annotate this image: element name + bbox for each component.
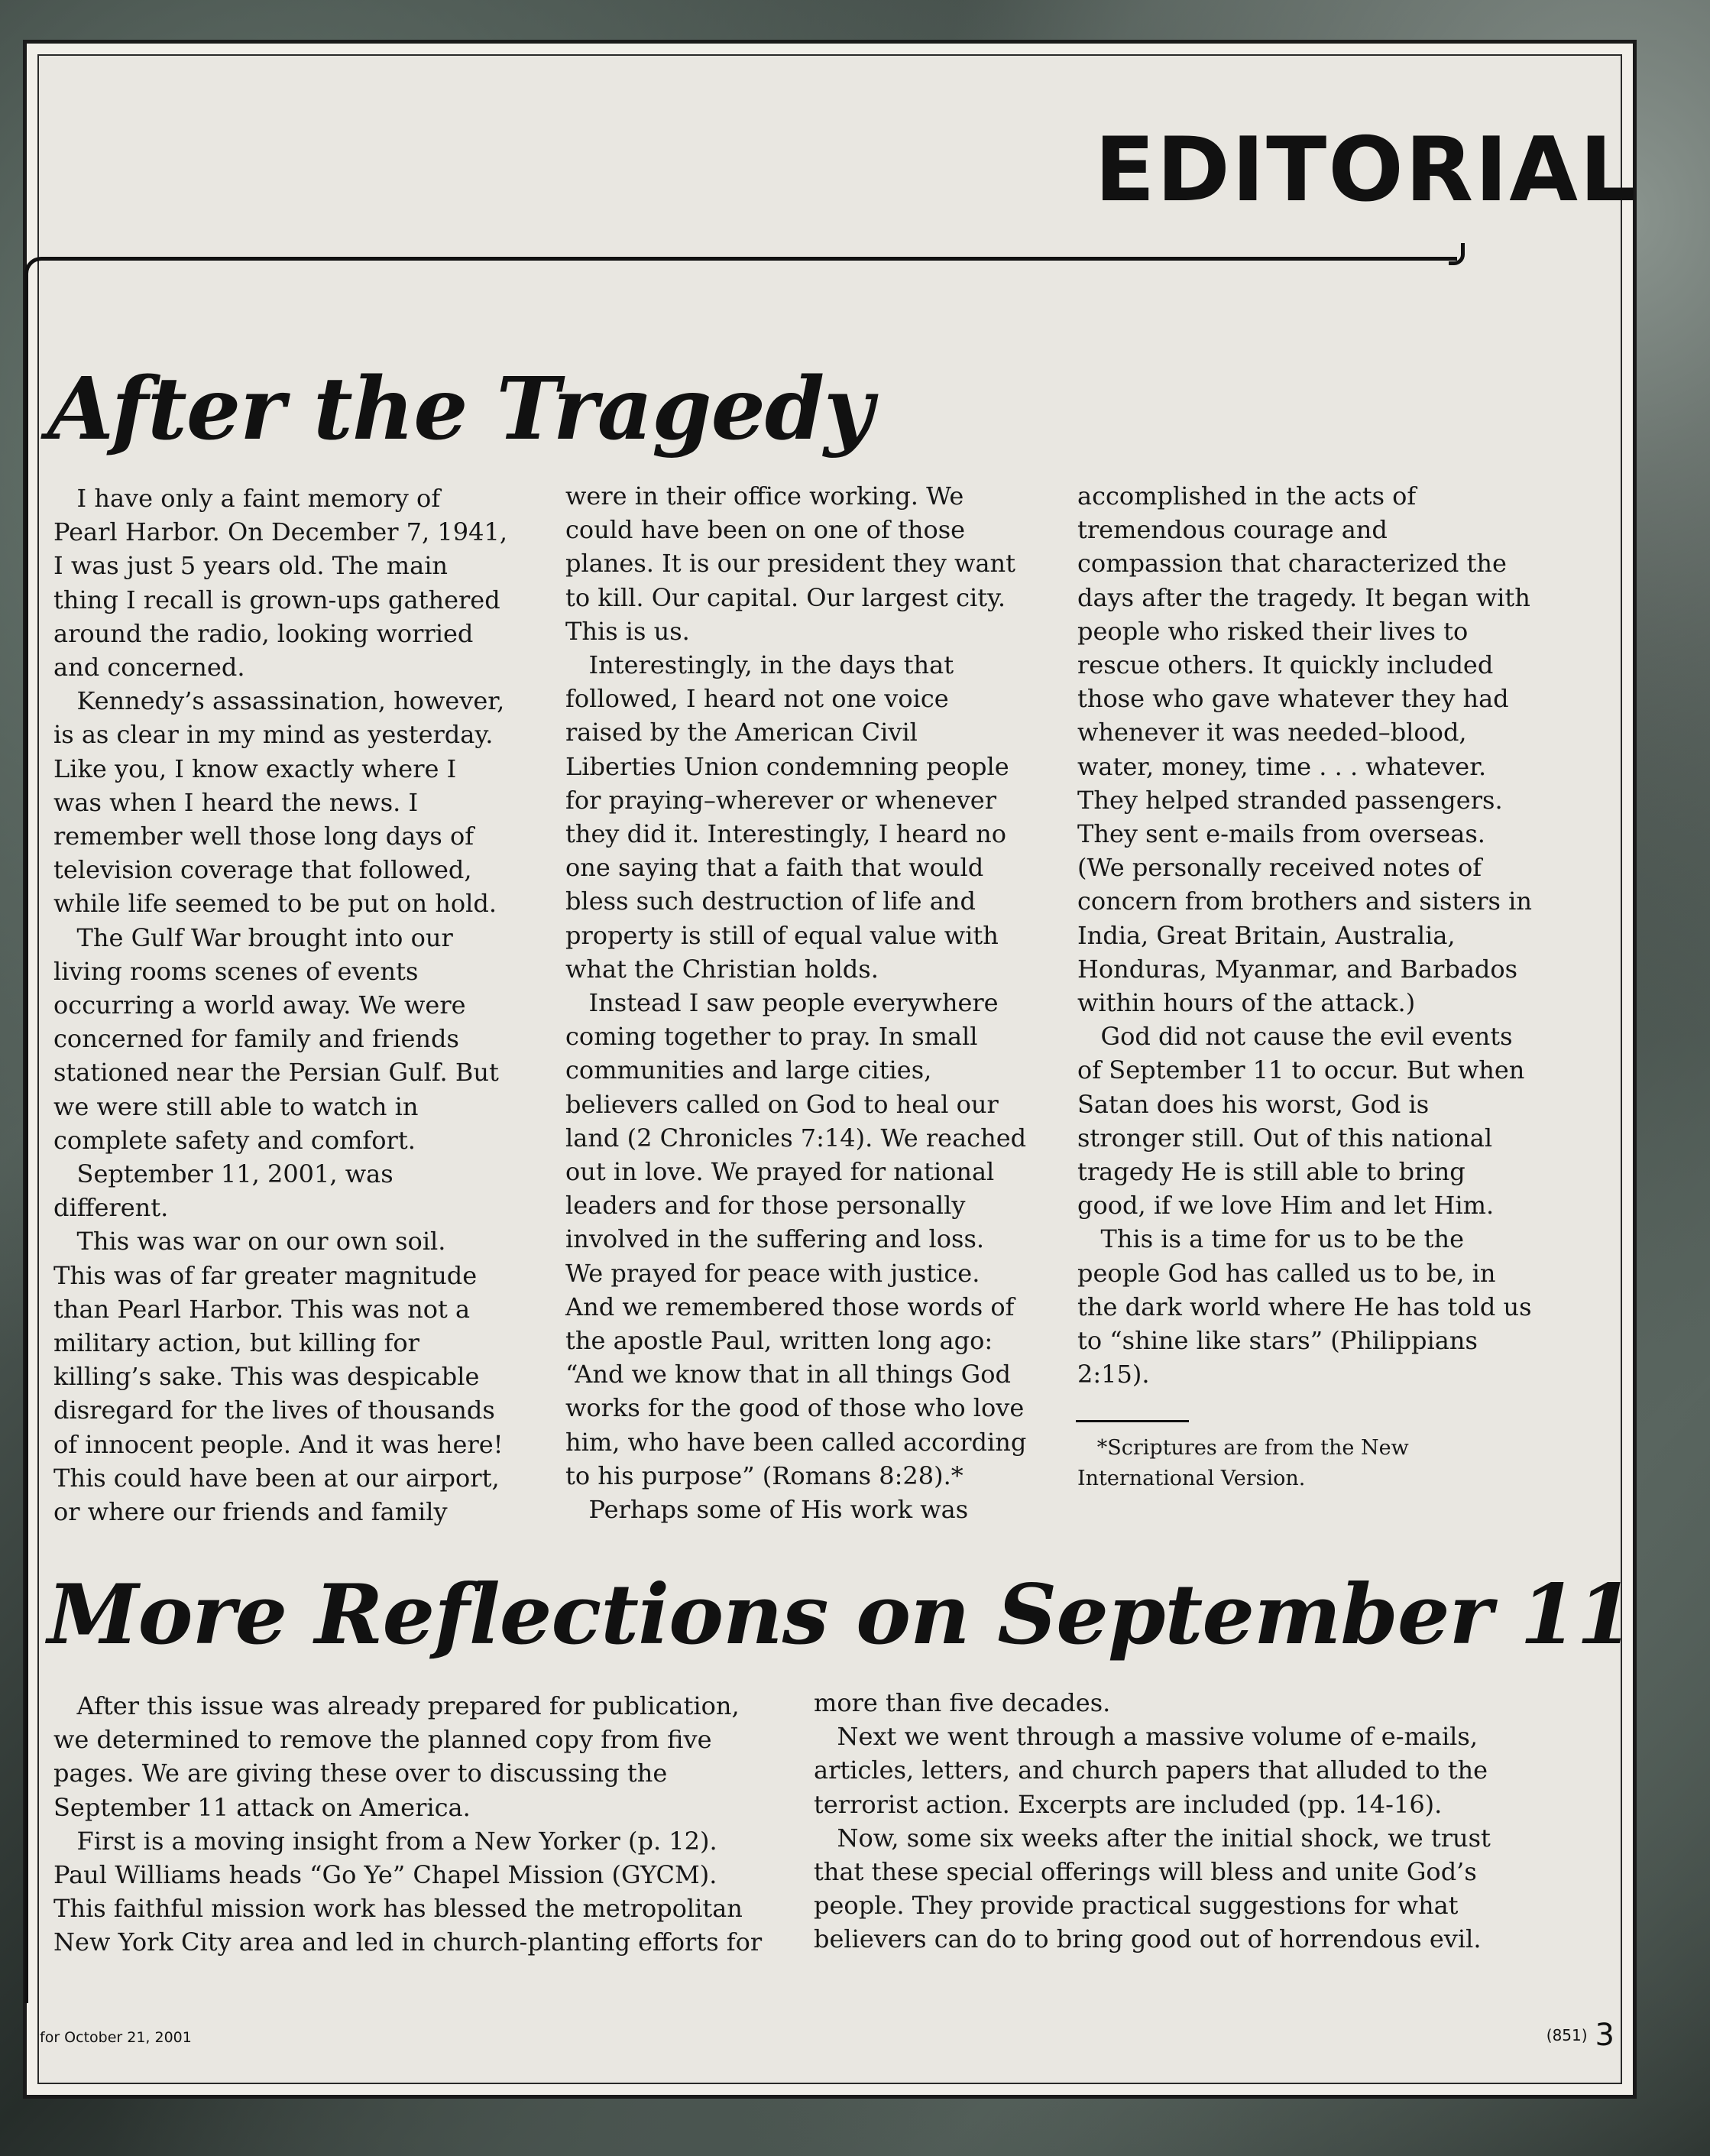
text-line: stationed near the Persian Gulf. But [53, 1058, 499, 1088]
text-line: Kennedy’s assassination, however, [53, 686, 505, 716]
text-line: Perhaps some of His work was [565, 1495, 969, 1525]
text-line: the apostle Paul, written long ago: [565, 1326, 993, 1356]
issue-date: for October 21, 2001 [40, 2029, 192, 2046]
text-line: After this issue was already prepared for publication, [53, 1691, 740, 1720]
text-line: people. They provide practical suggestions for what [814, 1891, 1459, 1921]
text-line: communities and large cities, [565, 1055, 932, 1085]
text-line: that these special offerings will bless and unite God’s [814, 1857, 1477, 1887]
article-column-3 [1077, 479, 1532, 1391]
text-line: raised by the American Civil [565, 718, 918, 747]
text-line: They sent e-mails from overseas. [1077, 819, 1485, 849]
text-line: were in their office working. We [565, 481, 964, 511]
text-line: Like you, I know exactly where I [53, 754, 457, 783]
text-line: Honduras, Myanmar, and Barbados [1077, 954, 1518, 984]
text-line: Instead I saw people everywhere [565, 988, 999, 1018]
text-line: or where our friends and family [53, 1497, 448, 1527]
text-line: what the Christian holds. [565, 954, 879, 984]
text-line: disregard for the lives of thousands [53, 1396, 495, 1425]
text-line: compassion that characterized the [1077, 549, 1507, 579]
text-line: while life seemed to be put on hold. [53, 889, 497, 919]
footnote [1077, 1433, 1409, 1494]
text-line: good, if we love Him and let Him. [1077, 1191, 1495, 1221]
text-line: terrorist action. Excerpts are included (pp. 14-16). [814, 1789, 1443, 1819]
text-line: killing’s sake. This was despicable [53, 1362, 480, 1392]
second-article-column-1 [53, 1689, 762, 1960]
text-line: different. [53, 1193, 169, 1223]
text-line: out in love. We prayed for national [565, 1157, 995, 1187]
text-line: to his purpose” (Romans 8:28).* [565, 1461, 963, 1490]
text-line: people who risked their lives to [1077, 616, 1469, 646]
text-line: him, who have been called according [565, 1427, 1027, 1457]
text-line: Paul Williams heads “Go Ye” Chapel Mission (GYCM). [53, 1860, 717, 1890]
text-line: Satan does his worst, God is [1077, 1089, 1430, 1119]
text-line: living rooms scenes of events [53, 956, 419, 986]
text-line: This could have been at our airport, [53, 1463, 500, 1493]
text-line: Now, some six weeks after the initial shock, we trust [814, 1823, 1491, 1853]
text-line: concern from brothers and sisters in [1077, 887, 1532, 916]
text-line: Liberties Union condemning people [565, 751, 1009, 781]
text-line: leaders and for those personally [565, 1191, 966, 1221]
text-line: *Scriptures are from the New [1077, 1436, 1409, 1460]
text-line: This was of far greater magnitude [53, 1260, 478, 1290]
text-line: planes. It is our president they want [565, 549, 1015, 579]
text-line: believers called on God to heal our [565, 1089, 999, 1119]
text-line: tremendous courage and [1077, 515, 1388, 545]
text-line: I have only a faint memory of [53, 484, 441, 513]
text-line: more than five decades. [814, 1688, 1111, 1717]
text-line: military action, but killing for [53, 1328, 419, 1358]
text-line: days after the tragedy. It began with [1077, 582, 1530, 612]
text-line: to “shine like stars” (Philippians [1077, 1326, 1478, 1356]
text-line: I was just 5 years old. The main [53, 551, 449, 581]
article-title: After the Tragedy [47, 359, 873, 459]
text-line: This was war on our own soil. [53, 1227, 446, 1256]
text-line: coming together to pray. In small [565, 1022, 978, 1052]
text-line: God did not cause the evil events [1077, 1022, 1513, 1052]
page-code: (851) [1546, 2026, 1588, 2044]
text-line: articles, letters, and church papers that alluded to the [814, 1756, 1488, 1785]
text-line: television coverage that followed, [53, 855, 472, 885]
text-line: was when I heard the news. I [53, 787, 419, 817]
text-line: concerned for family and friends [53, 1024, 459, 1054]
text-line: And we remembered those words of [565, 1292, 1015, 1321]
text-line: “And we know that in all things God [565, 1360, 1011, 1389]
text-line: around the radio, looking worried [53, 618, 474, 648]
text-line: complete safety and comfort. [53, 1125, 416, 1155]
text-line: followed, I heard not one voice [565, 684, 949, 714]
text-line: First is a moving insight from a New Yorker (p. 12). [53, 1826, 717, 1856]
text-line: thing I recall is grown-ups gathered [53, 585, 500, 614]
text-line: rescue others. It quickly included [1077, 650, 1494, 680]
text-line: property is still of equal value with [565, 920, 999, 950]
text-line: September 11 attack on America. [53, 1792, 471, 1822]
masthead: EDITORIAL [1094, 118, 1637, 222]
article-column-2 [565, 479, 1026, 1526]
text-line: accomplished in the acts of [1077, 481, 1417, 511]
text-line: International Version. [1077, 1467, 1306, 1490]
text-line: and concerned. [53, 653, 245, 682]
text-line: This is us. [565, 616, 690, 646]
text-line: they did it. Interestingly, I heard no [565, 819, 1007, 849]
text-line: within hours of the attack.) [1077, 988, 1416, 1018]
text-line: bless such destruction of life and [565, 887, 976, 916]
text-line: This is a time for us to be the [1077, 1224, 1464, 1254]
text-line: of innocent people. And it was here! [53, 1429, 504, 1459]
page-number: 3 [1595, 2018, 1614, 2053]
text-line: one saying that a faith that would [565, 853, 984, 883]
text-line: tragedy He is still able to bring [1077, 1157, 1465, 1187]
footnote-rule [1076, 1420, 1189, 1422]
text-line: than Pearl Harbor. This was not a [53, 1294, 471, 1324]
text-line: water, money, time . . . whatever. [1077, 751, 1487, 781]
text-line: those who gave whatever they had [1077, 684, 1509, 714]
text-line: works for the good of those who love [565, 1393, 1025, 1423]
article-column-1 [53, 481, 507, 1529]
text-line: the dark world where He has told us [1077, 1292, 1532, 1321]
text-line: Next we went through a massive volume of e-mails, [814, 1722, 1478, 1752]
text-line: We prayed for peace with justice. [565, 1258, 980, 1288]
text-line: we were still able to watch in [53, 1091, 419, 1121]
second-article-title: More Reflections on September 11 [47, 1567, 1634, 1663]
text-line: September 11, 2001, was [53, 1159, 393, 1189]
text-line: 2:15). [1077, 1360, 1150, 1389]
text-line: believers can do to bring good out of horrendous evil. [814, 1924, 1482, 1954]
text-line: of September 11 to occur. But when [1077, 1055, 1525, 1085]
text-line: Pearl Harbor. On December 7, 1941, [53, 517, 507, 547]
text-line: pages. We are giving these over to discussing the [53, 1759, 668, 1788]
page-folio [1546, 2018, 1614, 2053]
text-line: The Gulf War brought into our [53, 922, 453, 952]
text-line: to kill. Our capital. Our largest city. [565, 582, 1006, 612]
text-line: stronger still. Out of this national [1077, 1123, 1493, 1153]
text-line: whenever it was needed–blood, [1077, 718, 1467, 747]
text-line: India, Great Britain, Australia, [1077, 920, 1456, 950]
text-line: This faithful mission work has blessed the metropolitan [53, 1894, 743, 1924]
text-line: They helped stranded passengers. [1077, 785, 1503, 815]
text-line: involved in the suffering and loss. [565, 1224, 985, 1254]
text-line: is as clear in my mind as yesterday. [53, 720, 494, 750]
text-line: Interestingly, in the days that [565, 650, 954, 680]
text-line: New York City area and led in church-planting efforts for [53, 1927, 763, 1957]
text-line: (We personally received notes of [1077, 853, 1482, 883]
text-line: land (2 Chronicles 7:14). We reached [565, 1123, 1027, 1153]
text-line: occurring a world away. We were [53, 990, 466, 1020]
text-line: remember well those long days of [53, 822, 474, 851]
text-line: people God has called us to be, in [1077, 1258, 1496, 1288]
text-line: we determined to remove the planned copy from five [53, 1725, 712, 1755]
text-line: could have been on one of those [565, 515, 966, 545]
text-line: for praying–wherever or whenever [565, 785, 997, 815]
second-article-column-2 [814, 1686, 1491, 1957]
